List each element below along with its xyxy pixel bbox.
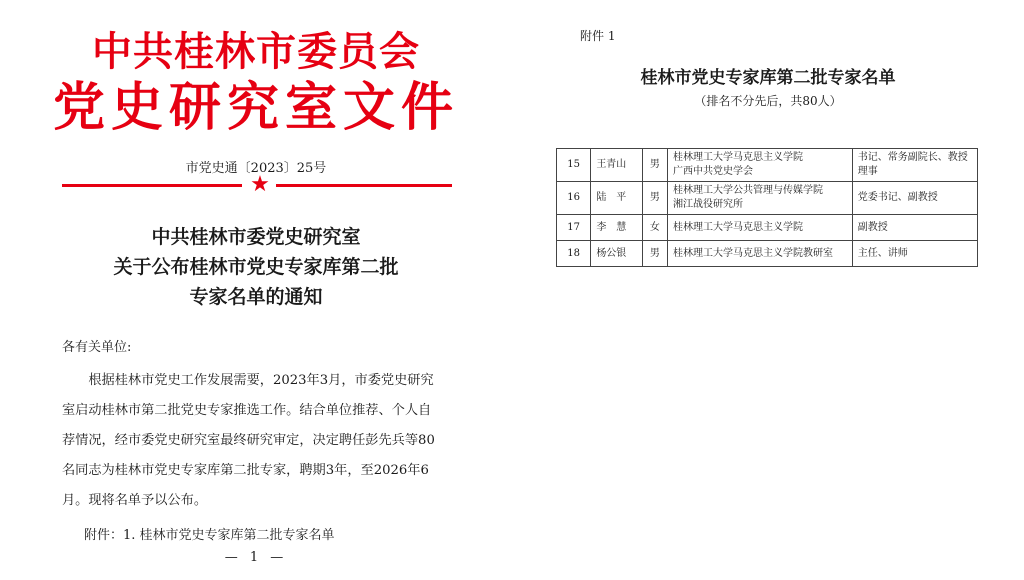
expert-position	[852, 215, 977, 241]
row-number: 15	[557, 149, 591, 182]
notice-title	[0, 222, 512, 312]
table-row	[557, 241, 978, 267]
expert-name: 王青山	[591, 149, 642, 182]
unit-line: 广西中共党史学会	[673, 166, 754, 177]
page-number: — 1 —	[224, 550, 288, 565]
unit-line: 桂林理工大学公共管理与传媒学院	[673, 185, 824, 196]
red-star-icon: ★	[250, 172, 270, 197]
body-line: 荐情况，经市委党史研究室最终研究审定，决定聘任彭先兵等80	[62, 433, 435, 448]
expert-unit	[668, 182, 853, 215]
position-line: 副教授	[857, 221, 888, 233]
notice-title-line: 中共桂林市委党史研究室	[151, 226, 361, 248]
table-row	[557, 215, 978, 241]
expert-unit	[668, 241, 853, 267]
expert-unit	[668, 215, 853, 241]
position-line: 书记、常务副院长、教授	[857, 152, 968, 163]
expert-unit	[668, 149, 853, 182]
red-divider-left	[62, 184, 242, 187]
expert-list-title: 桂林市党史专家库第二批专家名单	[640, 68, 896, 88]
body-line: 室启动桂林市第二批党史专家推选工作。结合单位推荐、个人自	[62, 403, 432, 418]
expert-gender: 男	[642, 241, 667, 267]
notice-body	[62, 366, 454, 516]
row-number: 17	[557, 215, 591, 241]
expert-position	[852, 241, 977, 267]
position-line: 主任、讲师	[857, 247, 908, 259]
document-type-title: 党史研究室文件	[52, 78, 459, 138]
unit-line: 桂林理工大学马克思主义学院教研室	[673, 247, 834, 259]
table-row	[557, 182, 978, 215]
expert-gender: 女	[642, 215, 667, 241]
red-divider-right	[276, 184, 452, 187]
unit-line: 桂林理工大学马克思主义学院	[673, 152, 804, 163]
body-line: 名同志为桂林市党史专家库第二批专家，聘期3年，至2026年6	[62, 463, 429, 478]
expert-name: 陆 平	[591, 182, 642, 215]
body-line: 月。现将名单予以公布。	[62, 493, 208, 508]
row-number: 16	[557, 182, 591, 215]
expert-gender: 男	[642, 182, 667, 215]
body-line: 根据桂林市党史工作发展需要，2023年3月，市委党史研究	[62, 373, 434, 388]
expert-position	[852, 149, 977, 182]
row-number: 18	[557, 241, 591, 267]
attachment-note: 附件：1. 桂林市党史专家库第二批专家名单	[84, 528, 335, 543]
table-row	[557, 149, 978, 182]
salutation: 各有关单位:	[62, 340, 132, 355]
expert-name: 杨公银	[591, 241, 642, 267]
issuing-organization-title: 中共桂林市委员会	[92, 29, 420, 75]
expert-table	[556, 148, 978, 267]
position-line: 党委书记、副教授	[857, 192, 938, 203]
expert-gender: 男	[642, 149, 667, 182]
expert-list-page	[512, 0, 1024, 580]
expert-position	[852, 182, 977, 215]
expert-name: 李 慧	[591, 215, 642, 241]
unit-line: 湘江战役研究所	[673, 199, 744, 210]
position-line: 理事	[857, 166, 878, 177]
attachment-label: 附件 1	[580, 29, 616, 43]
notice-title-line: 专家名单的通知	[189, 286, 323, 308]
notice-title-line: 关于公布桂林市党史专家库第二批	[113, 256, 399, 278]
unit-line: 桂林理工大学马克思主义学院	[673, 221, 804, 233]
expert-list-subtitle: （排名不分先后，共80人）	[694, 94, 842, 108]
document-number: 市党史通〔2023〕25号	[185, 161, 327, 176]
